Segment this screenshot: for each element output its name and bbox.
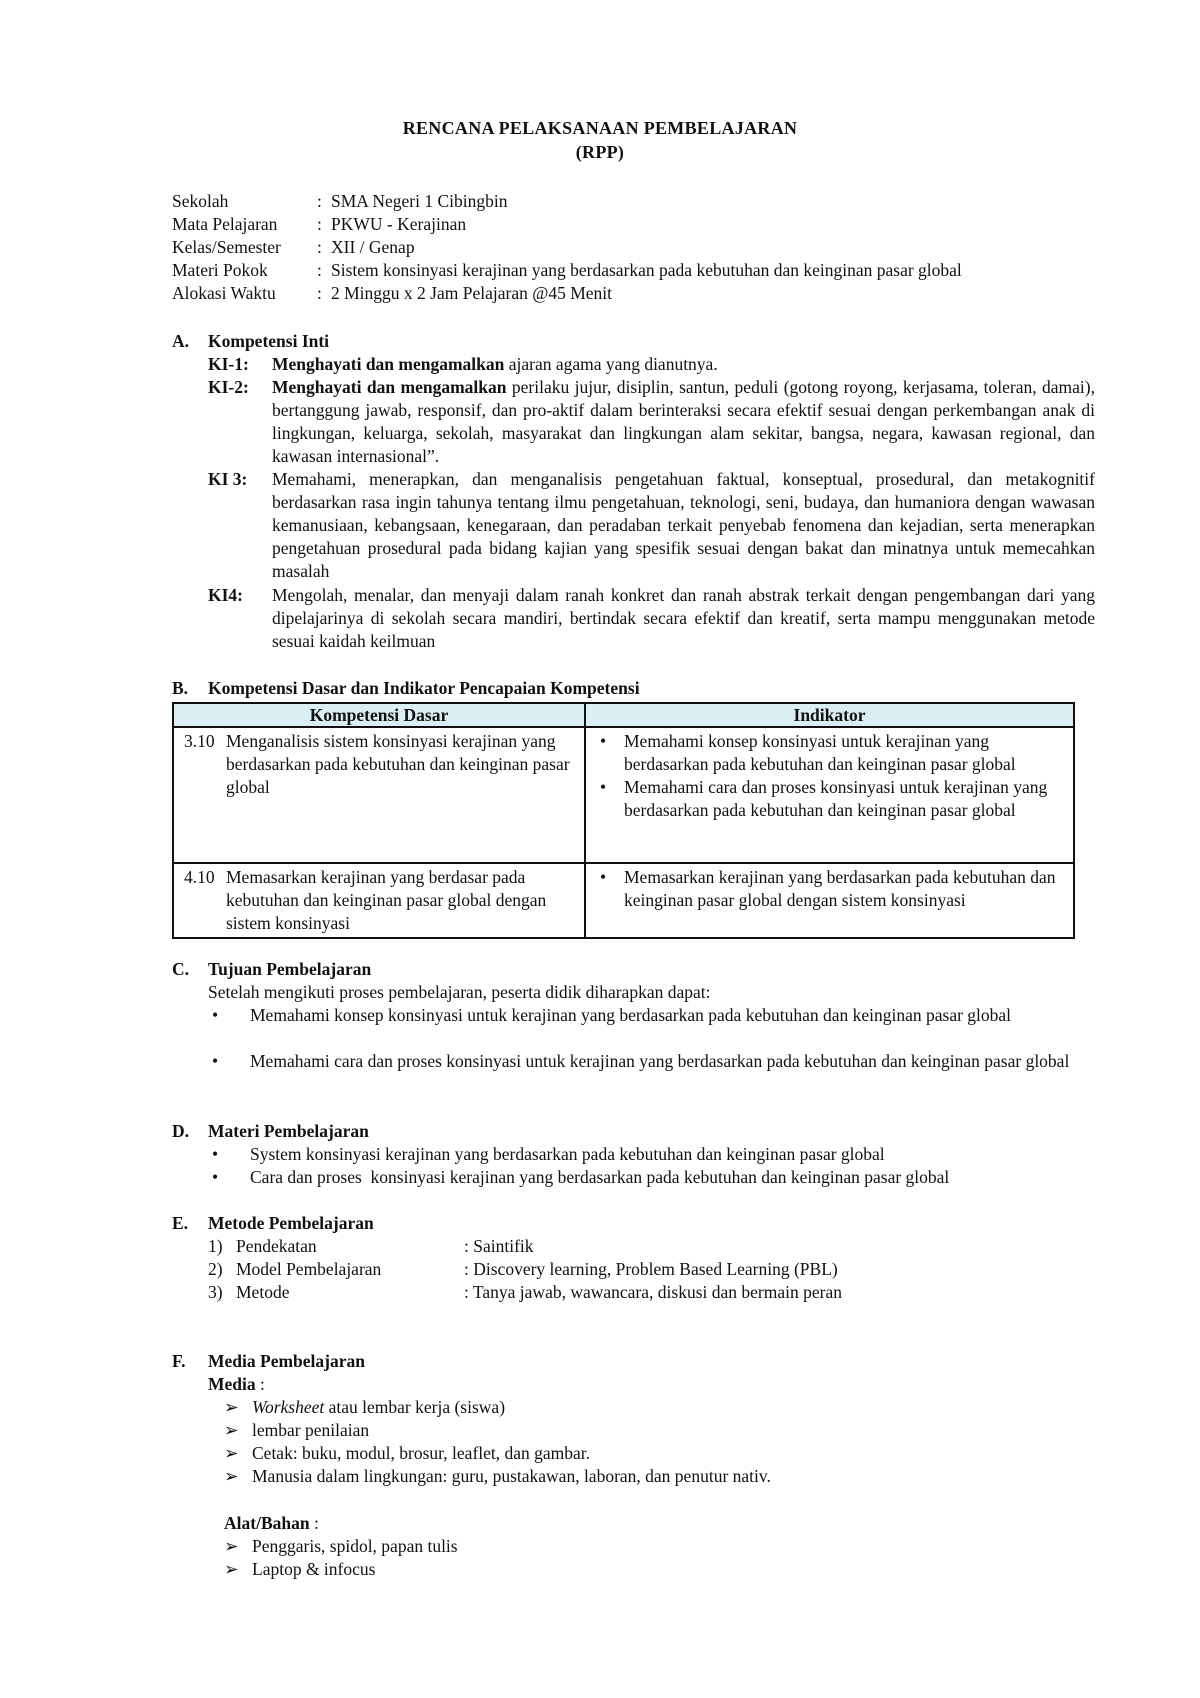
table-cell-kd [173,863,585,938]
column-header-indikator: Indikator [585,703,1074,727]
ki-text: Mengolah, menalar, dan menyaji dalam ranah konkret dan ranah abstrak terkait dengan pengembangan dari yang dipelajarinya di sekolah secara mandiri, bertindak secara efektif dan kreatif, serta mampu menggunakan metode sesuai kaidah keilmuan [272,585,1095,651]
identity-separator: : [317,237,322,257]
identity-separator: : [317,260,322,280]
media-colon: : [255,1374,265,1394]
tools-item [224,1558,375,1581]
method-number: 1) [208,1236,223,1256]
arrow-bullet-icon: ➢ [224,1443,239,1463]
bullet-icon: • [212,1005,219,1025]
section-title: Materi Pembelajaran [208,1121,369,1141]
table-row [173,863,1074,938]
section-d-heading [172,1120,369,1143]
ki-bold-text: Menghayati dan mengamalkan [272,377,507,397]
identity-label: Materi Pokok [172,260,268,280]
document-title: RENCANA PELAKSANAAN PEMBELAJARAN [402,118,798,138]
ki-body-text: perilaku jujur, disiplin, santun, peduli (gotong royong, kerjasama, toleran, damai), bertanggung jawab, responsif, dan pro-aktif dalam berinteraksi secara efektif sesuai dengan perkembangan anak di lingkungan, keluarga, sekolah, masyarakat dan lingkungan alam sekitar, bangsa, negara, kawasan regional, dan kawasan internasional”. [272,377,1095,466]
method-number: 2) [208,1259,223,1279]
bullet-icon: • [212,1144,219,1164]
media-text: Cetak: buku, modul, brosur, leaflet, dan gambar. [252,1443,591,1463]
ki-code: KI-1: [208,354,249,374]
media-item [224,1442,590,1465]
ki-bold-text: Menghayati dan mengamalkan [272,354,505,374]
media-subheading [208,1373,265,1396]
identity-value: PKWU - Kerajinan [331,214,467,234]
method-number: 3) [208,1282,223,1302]
objective-item [208,1050,1103,1073]
section-title: Metode Pembelajaran [208,1213,374,1233]
identity-block [172,190,962,305]
media-item [224,1465,771,1488]
kd-item [184,730,580,799]
method-value: : Saintifik [464,1236,534,1256]
material-item [208,1166,1103,1189]
arrow-bullet-icon: ➢ [224,1559,239,1579]
ki-text [272,353,1095,376]
identity-row [172,213,962,236]
identity-label: Kelas/Semester [172,237,281,257]
ki-code: KI4: [208,585,243,605]
indicator-item [596,776,1069,822]
tools-item [224,1535,458,1558]
identity-label: Sekolah [172,191,229,211]
indicator-text: Memasarkan kerajinan yang berdasarkan pada kebutuhan dan keinginan pasar global dengan sistem konsinyasi [624,867,1056,910]
document-subtitle: (RPP) [575,142,625,162]
method-item [208,1258,838,1281]
identity-row [172,282,962,305]
arrow-bullet-icon: ➢ [224,1466,239,1486]
table-cell-indikator [585,727,1074,863]
section-title: Kompetensi Inti [208,331,330,351]
section-e-heading [172,1212,374,1235]
section-title: Tujuan Pembelajaran [208,959,372,979]
column-header-kompetensi-dasar: Kompetensi Dasar [173,703,585,727]
section-letter: E. [172,1213,189,1233]
method-item [208,1281,842,1304]
method-item [208,1235,534,1258]
ki-code: KI-2: [208,377,249,397]
objective-text: Memahami cara dan proses konsinyasi untuk kerajinan yang berdasarkan pada kebutuhan dan keinginan pasar global [250,1051,1070,1071]
objective-item [208,1004,1103,1027]
media-text [252,1396,505,1419]
ki-item [208,468,1095,583]
indicator-text: Memahami cara dan proses konsinyasi untuk kerajinan yang berdasarkan pada kebutuhan dan keinginan pasar global [624,777,1048,820]
bullet-icon: • [600,731,607,751]
ki-code: KI 3: [208,469,248,489]
identity-row [172,236,962,259]
tools-label: Alat/Bahan [224,1513,310,1533]
arrow-bullet-icon: ➢ [224,1536,239,1556]
media-text: lembar penilaian [252,1420,370,1440]
section-letter: A. [172,331,190,351]
ki-item [208,584,1095,653]
competency-table [172,702,1075,939]
method-label: Metode [236,1282,290,1302]
section-f-heading [172,1350,365,1373]
media-item [224,1419,369,1442]
identity-value: XII / Genap [331,237,415,257]
media-item [224,1396,505,1419]
table-cell-indikator [585,863,1074,938]
media-body-text: atau lembar kerja (siswa) [324,1397,506,1417]
identity-label: Alokasi Waktu [172,283,276,303]
tools-subheading [224,1512,319,1535]
section-title: Media Pembelajaran [208,1351,365,1371]
identity-value: SMA Negeri 1 Cibingbin [331,191,508,211]
method-label: Pendekatan [236,1236,317,1256]
material-text: System konsinyasi kerajinan yang berdasarkan pada kebutuhan dan keinginan pasar global [250,1144,885,1164]
tools-text: Laptop & infocus [252,1559,376,1579]
objective-intro: Setelah mengikuti proses pembelajaran, peserta didik diharapkan dapat: [208,982,711,1002]
method-value: : Discovery learning, Problem Based Learning (PBL) [464,1259,838,1279]
identity-value: Sistem konsinyasi kerajinan yang berdasarkan pada kebutuhan dan keinginan pasar global [331,260,962,280]
section-c-heading [172,958,371,981]
ki-item [208,376,1095,468]
bullet-icon: • [600,867,607,887]
identity-separator: : [317,214,322,234]
section-letter: F. [172,1351,186,1371]
bullet-icon: • [600,777,607,797]
tools-text: Penggaris, spidol, papan tulis [252,1536,458,1556]
indicator-text: Memahami konsep konsinyasi untuk kerajinan yang berdasarkan pada kebutuhan dan keinginan pasar global [624,731,1016,774]
material-item [208,1143,1103,1166]
table-header-row [173,703,1074,727]
identity-row [172,190,962,213]
kd-item [184,866,580,935]
media-text: Manusia dalam lingkungan: guru, pustakawan, laboran, dan penutur nativ. [252,1466,771,1486]
method-label: Model Pembelajaran [236,1259,382,1279]
identity-label: Mata Pelajaran [172,214,278,234]
section-title: Kompetensi Dasar dan Indikator Pencapaian Kompetensi [208,678,640,698]
media-label: Media [208,1374,256,1394]
ki-item [208,353,1095,376]
arrow-bullet-icon: ➢ [224,1420,239,1440]
kd-number: 3.10 [184,731,215,751]
ki-text [272,376,1095,468]
kd-number: 4.10 [184,867,215,887]
material-text: Cara dan proses konsinyasi kerajinan yang berdasarkan pada kebutuhan dan keinginan pasar global [250,1167,950,1187]
section-letter: C. [172,959,190,979]
table-cell-kd [173,727,585,863]
ki-text: Memahami, menerapkan, dan menganalisis pengetahuan faktual, konseptual, prosedural, dan metakognitif berdasarkan rasa ingin tahunya tentang ilmu pengetahuan, teknologi, seni, budaya, dan humaniora dengan wawasan kemanusiaan, kebangsaan, kenegaraan, dan peradaban terkait penyebab fenomena dan kejadian, serta menerapkan pengetahuan prosedural pada bidang kajian yang spesifik sesuai dengan bakat dan minatnya untuk memecahkan masalah [272,469,1095,581]
arrow-bullet-icon: ➢ [224,1397,239,1417]
indicator-item [596,866,1069,912]
section-a-heading [172,330,329,353]
tools-colon: : [309,1513,319,1533]
identity-value: 2 Minggu x 2 Jam Pelajaran @45 Menit [331,283,613,303]
kd-text: Memasarkan kerajinan yang berdasar pada kebutuhan dan keinginan pasar global dengan sistem konsinyasi [226,867,547,933]
section-letter: D. [172,1121,190,1141]
method-value: : Tanya jawab, wawancara, diskusi dan bermain peran [464,1282,842,1302]
identity-row [172,259,962,282]
section-b-heading [172,677,640,700]
media-italic-text: Worksheet [252,1397,325,1417]
ki-body-text: ajaran agama yang dianutnya. [504,354,718,374]
indicator-item [596,730,1069,776]
objective-text: Memahami konsep konsinyasi untuk kerajinan yang berdasarkan pada kebutuhan dan keinginan pasar global [250,1005,1012,1025]
identity-separator: : [317,191,322,211]
bullet-icon: • [212,1167,219,1187]
identity-separator: : [317,283,322,303]
table-row [173,727,1074,863]
kd-text: Menganalisis sistem konsinyasi kerajinan yang berdasarkan pada kebutuhan dan keinginan pasar global [226,731,570,797]
section-letter: B. [172,678,189,698]
bullet-icon: • [212,1051,219,1071]
